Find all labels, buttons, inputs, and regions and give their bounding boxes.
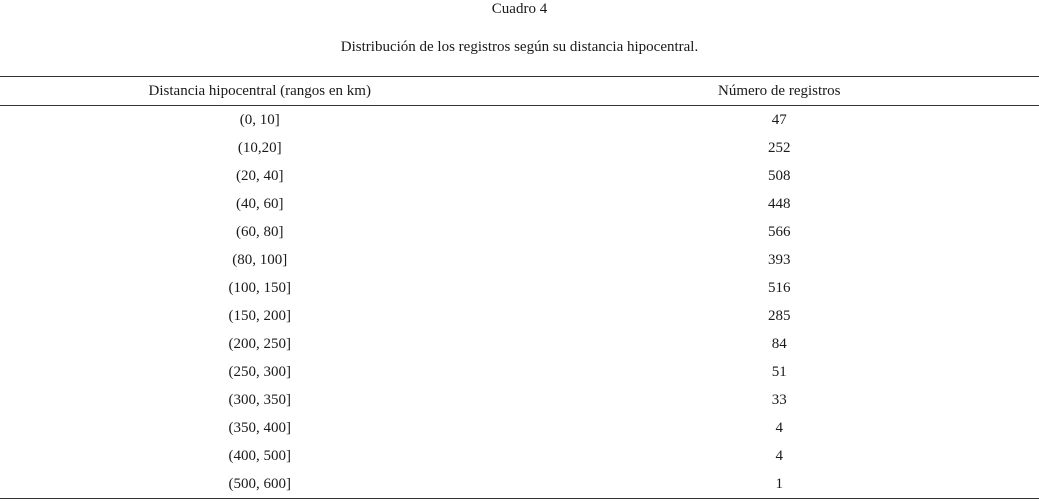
cell-distance-range: (100, 150]	[228, 280, 291, 296]
cell-distance-range: (80, 100]	[232, 252, 288, 268]
cell-record-count: 51	[771, 364, 787, 380]
cell-distance-range: (400, 500]	[228, 448, 291, 464]
cell-distance-range: (40, 60]	[236, 196, 284, 212]
cell-distance-range: (20, 40]	[236, 168, 284, 184]
table-row	[0, 442, 1039, 470]
table-row	[0, 134, 1039, 162]
table-row	[0, 302, 1039, 330]
cell-record-count: 33	[771, 392, 787, 408]
table-row	[0, 162, 1039, 190]
cell-distance-range: (0, 10]	[239, 112, 280, 128]
table-body	[0, 106, 1039, 499]
table-row	[0, 246, 1039, 274]
table-row	[0, 190, 1039, 218]
cell-distance-range: (250, 300]	[228, 364, 291, 380]
cell-distance-range: (10,20]	[237, 140, 282, 156]
table-row	[0, 330, 1039, 358]
cell-record-count: 516	[768, 280, 791, 296]
distance-table	[0, 76, 1039, 499]
table-title: Distribución de los registros según su distancia hipocentral.	[340, 39, 699, 55]
cell-record-count: 448	[768, 196, 791, 212]
cell-distance-range: (200, 250]	[228, 336, 291, 352]
cell-record-count: 4	[775, 448, 783, 464]
cell-record-count: 393	[768, 252, 791, 268]
table-label: Cuadro 4	[491, 1, 548, 17]
cell-record-count: 4	[775, 420, 783, 436]
cell-record-count: 1	[520, 470, 1039, 499]
table-row	[0, 274, 1039, 302]
cell-distance-range: (350, 400]	[228, 420, 291, 436]
table-row	[0, 386, 1039, 414]
table-row	[0, 414, 1039, 442]
cell-record-count: 566	[768, 224, 791, 240]
cell-distance-range: (150, 200]	[228, 308, 291, 324]
table-row	[0, 470, 1039, 499]
cell-record-count: 84	[771, 336, 787, 352]
cell-record-count: 252	[768, 140, 791, 156]
table-row	[0, 106, 1039, 135]
cell-record-count: 47	[771, 112, 787, 128]
table-header-row	[0, 77, 1039, 106]
cell-distance-range: (60, 80]	[236, 224, 284, 240]
cell-record-count: 285	[768, 308, 791, 324]
cell-record-count: 508	[768, 168, 791, 184]
cell-distance-range: (500, 600]	[0, 470, 520, 499]
cell-distance-range: (300, 350]	[228, 392, 291, 408]
header-distance: Distancia hipocentral (rangos en km)	[0, 77, 520, 106]
header-count: Número de registros	[520, 77, 1039, 106]
table-row	[0, 358, 1039, 386]
table-row	[0, 218, 1039, 246]
